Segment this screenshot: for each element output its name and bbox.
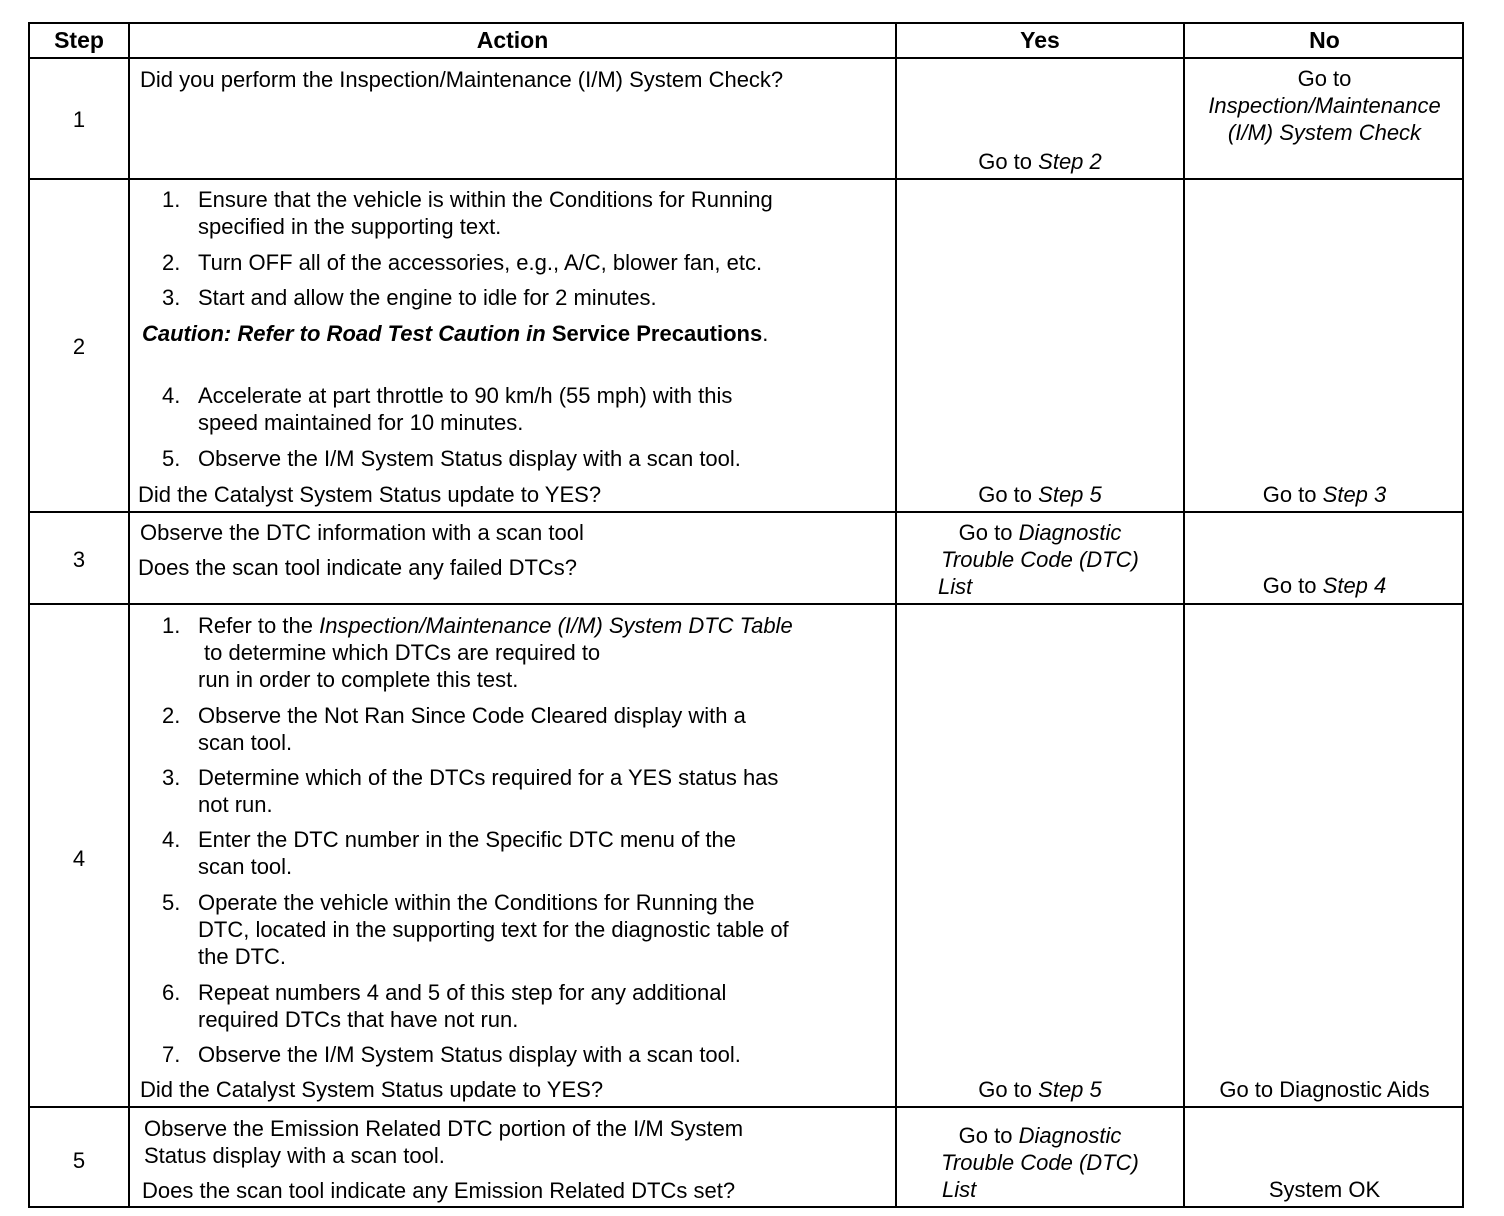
list-item-cont: to determine which DTCs are required to [204,640,601,665]
list-item: 5. Observe the I/M System Status display with a scan tool. [162,446,741,471]
list-item-cont: scan tool. [198,854,293,879]
row-divider [30,603,1462,605]
system-ok-result: System OK [1268,1177,1381,1202]
step-number: 2 [72,334,86,359]
yes-outcome: Go to Step 5 [978,482,1102,507]
column-divider [1183,24,1185,1206]
row-divider [30,1106,1462,1108]
list-item: 7. Observe the I/M System Status display with a scan tool. [162,1042,741,1067]
list-item-cont: scan tool. [198,730,293,755]
service-precautions-link[interactable]: Service Precautions [551,321,763,346]
list-item-cont: speed maintained for 10 minutes. [198,410,524,435]
diagnostic-table [28,22,1464,1208]
step-link[interactable]: Step 3 [1322,482,1387,507]
list-item: 2. Turn OFF all of the accessories, e.g., A/C, blower fan, etc. [162,250,763,275]
list-item: 4. Enter the DTC number in the Specific DTC menu of the [162,827,737,852]
system-check-link[interactable]: Inspection/Maintenance [1208,93,1441,118]
dtc-list-link[interactable]: Trouble Code (DTC) [941,1150,1139,1175]
step-link[interactable]: Step 2 [1038,149,1102,174]
dtc-list-link[interactable]: List [938,574,973,599]
list-item-cont: required DTCs that have not run. [198,1007,519,1032]
action-text: Observe the Emission Related DTC portion of the I/M System [144,1116,744,1141]
step-number: 5 [72,1148,86,1173]
list-item: 1. Ensure that the vehicle is within the Conditions for Running [162,187,773,212]
action-question: Did the Catalyst System Status update to YES? [138,482,602,507]
list-item: 2. Observe the Not Ran Since Code Cleared display with a [162,703,746,728]
header-yes: Yes [1020,27,1060,53]
list-item-cont: run in order to complete this test. [198,667,519,692]
dtc-list-link[interactable]: List [942,1177,977,1202]
yes-outcome: Go to Diagnostic [958,1123,1122,1148]
column-divider [128,24,130,1206]
list-item-cont: specified in the supporting text. [198,214,502,239]
header-action: Action [476,27,549,53]
yes-outcome: Go to Step 2 [978,149,1102,174]
yes-outcome: Go to Step 5 [978,1077,1102,1102]
dtc-table-link[interactable]: Inspection/Maintenance (I/M) System DTC Table [319,613,793,638]
diagnostic-aids-link[interactable]: Go to Diagnostic Aids [1219,1077,1430,1102]
step-link[interactable]: Step 5 [1038,482,1102,507]
caution-note: Caution: Refer to Road Test Caution in Service Precautions. [142,321,769,346]
header-step: Step [54,27,104,53]
list-item-cont: not run. [198,792,273,817]
no-outcome: Go to Step 3 [1262,482,1387,507]
no-outcome: Go to Step 4 [1262,573,1387,598]
action-question: Did you perform the Inspection/Maintenance (I/M) System Check? [140,67,784,92]
action-text: Status display with a scan tool. [144,1143,445,1168]
row-divider [30,57,1462,59]
list-item: 4. Accelerate at part throttle to 90 km/h (55 mph) with this [162,383,733,408]
row-divider [30,178,1462,180]
list-item: 1. Refer to the Inspection/Maintenance (I/M) System DTC Table [162,613,793,638]
action-question: Did the Catalyst System Status update to YES? [140,1077,604,1102]
system-check-link[interactable]: (I/M) System Check [1227,120,1422,145]
step-number: 4 [72,846,86,871]
row-divider [30,511,1462,513]
dtc-list-link[interactable]: Diagnostic [1018,520,1122,545]
list-item: 6. Repeat numbers 4 and 5 of this step for any additional [162,980,727,1005]
step-link[interactable]: Step 4 [1322,573,1387,598]
dtc-list-link[interactable]: Diagnostic [1018,1123,1122,1148]
action-question: Does the scan tool indicate any failed DTCs? [138,555,578,580]
dtc-list-link[interactable]: Trouble Code (DTC) [941,547,1139,572]
list-item-cont: DTC, located in the supporting text for the diagnostic table of [198,917,789,942]
step-number: 3 [72,547,86,572]
list-item: 3. Determine which of the DTCs required for a YES status has [162,765,779,790]
step-link[interactable]: Step 5 [1038,1077,1102,1102]
no-outcome: Go to [1297,66,1352,91]
list-item: 3. Start and allow the engine to idle for 2 minutes. [162,285,657,310]
header-no: No [1309,27,1340,53]
column-divider [895,24,897,1206]
list-item-cont: the DTC. [198,944,287,969]
action-text: Observe the DTC information with a scan tool [140,520,584,545]
step-number: 1 [72,107,86,132]
yes-outcome: Go to Diagnostic [958,520,1122,545]
action-question: Does the scan tool indicate any Emission Related DTCs set? [142,1178,736,1203]
list-item: 5. Operate the vehicle within the Conditions for Running the [162,890,755,915]
